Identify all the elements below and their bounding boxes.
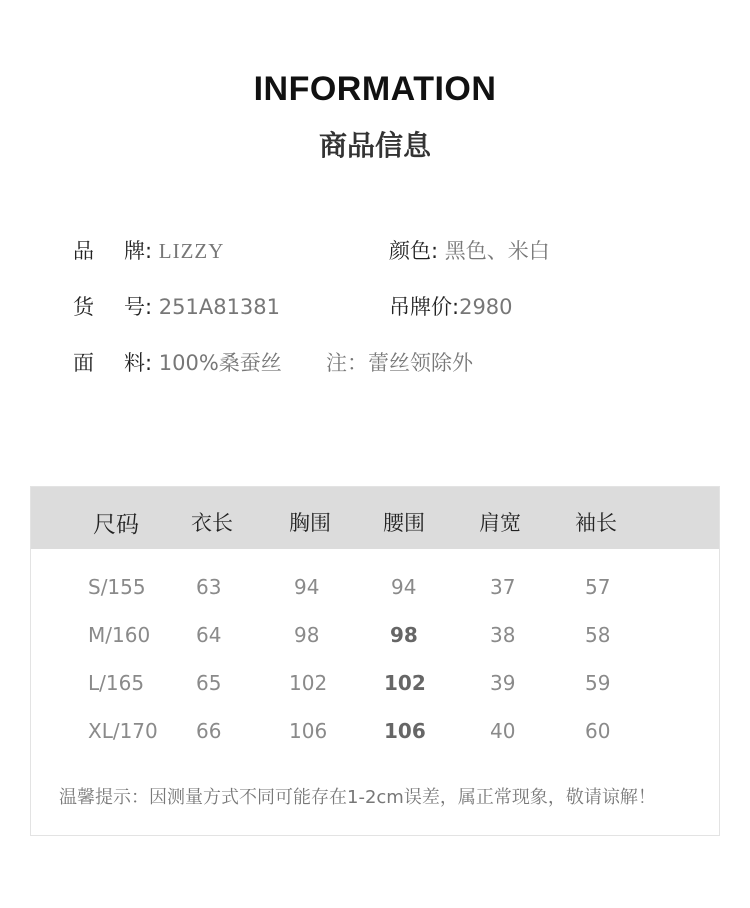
- code-value: 251A81381: [158, 295, 281, 319]
- cell-sleeve-m: 58: [585, 623, 611, 647]
- header-bust: 胸围: [289, 511, 331, 535]
- brand-row: 品牌: LIZZY: [73, 235, 224, 265]
- cell-shoulder-l: 39: [490, 671, 516, 695]
- color-value: 黑色、米白: [444, 239, 550, 263]
- note-row: 注：蕾丝领除外: [326, 351, 473, 375]
- cell-bust-l: 102: [289, 671, 328, 695]
- cell-bust-s: 94: [294, 575, 320, 599]
- cell-shoulder-s: 37: [490, 575, 516, 599]
- cell-bust-xl: 106: [289, 719, 328, 743]
- cell-waist-xl: 106: [384, 719, 426, 743]
- code-label: 货号: [73, 295, 145, 319]
- cell-waist-m: 98: [390, 623, 418, 647]
- cell-sleeve-l: 59: [585, 671, 611, 695]
- cell-size-xl: XL/170: [88, 719, 158, 743]
- cell-size-s: S/155: [88, 575, 146, 599]
- cell-length-l: 65: [196, 671, 222, 695]
- cell-waist-l: 102: [384, 671, 426, 695]
- cell-sleeve-xl: 60: [585, 719, 611, 743]
- cell-bust-m: 98: [294, 623, 320, 647]
- cell-length-m: 64: [196, 623, 222, 647]
- size-table: [30, 486, 720, 836]
- header-size: 尺码: [93, 512, 139, 538]
- brand-label: 品牌: [73, 239, 145, 263]
- cell-shoulder-m: 38: [490, 623, 516, 647]
- price-value: 2980: [459, 295, 513, 319]
- color-row: 颜色: 黑色、米白: [389, 239, 550, 263]
- fabric-value: 100%桑蚕丝: [158, 351, 282, 375]
- cell-length-s: 63: [196, 575, 222, 599]
- color-label: 颜色: [389, 239, 431, 263]
- fabric-row: 面料: 100%桑蚕丝: [73, 347, 282, 377]
- price-row: 吊牌价:2980: [389, 295, 513, 319]
- header-waist: 腰围: [383, 511, 425, 535]
- measurement-note: 温馨提示：因测量方式不同可能存在1-2cm误差，属正常现象，敬请谅解！: [59, 787, 656, 808]
- header-sleeve: 袖长: [575, 511, 617, 535]
- header-shoulder: 肩宽: [479, 511, 521, 535]
- cell-shoulder-xl: 40: [490, 719, 516, 743]
- brand-value: LIZZY: [158, 239, 225, 263]
- cell-size-m: M/160: [88, 623, 151, 647]
- price-label: 吊牌价: [389, 295, 452, 319]
- cell-size-l: L/165: [88, 671, 145, 695]
- cell-length-xl: 66: [196, 719, 222, 743]
- fabric-label: 面料: [73, 351, 145, 375]
- title-chinese: 商品信息: [318, 129, 431, 162]
- note-value: 蕾丝领除外: [368, 351, 473, 375]
- title-english: INFORMATION: [253, 70, 497, 108]
- header-length: 衣长: [191, 511, 233, 535]
- size-table-header: [31, 487, 719, 549]
- cell-waist-s: 94: [391, 575, 417, 599]
- cell-sleeve-s: 57: [585, 575, 611, 599]
- note-label: 注: [326, 351, 347, 375]
- code-row: 货号: 251A81381: [73, 291, 280, 321]
